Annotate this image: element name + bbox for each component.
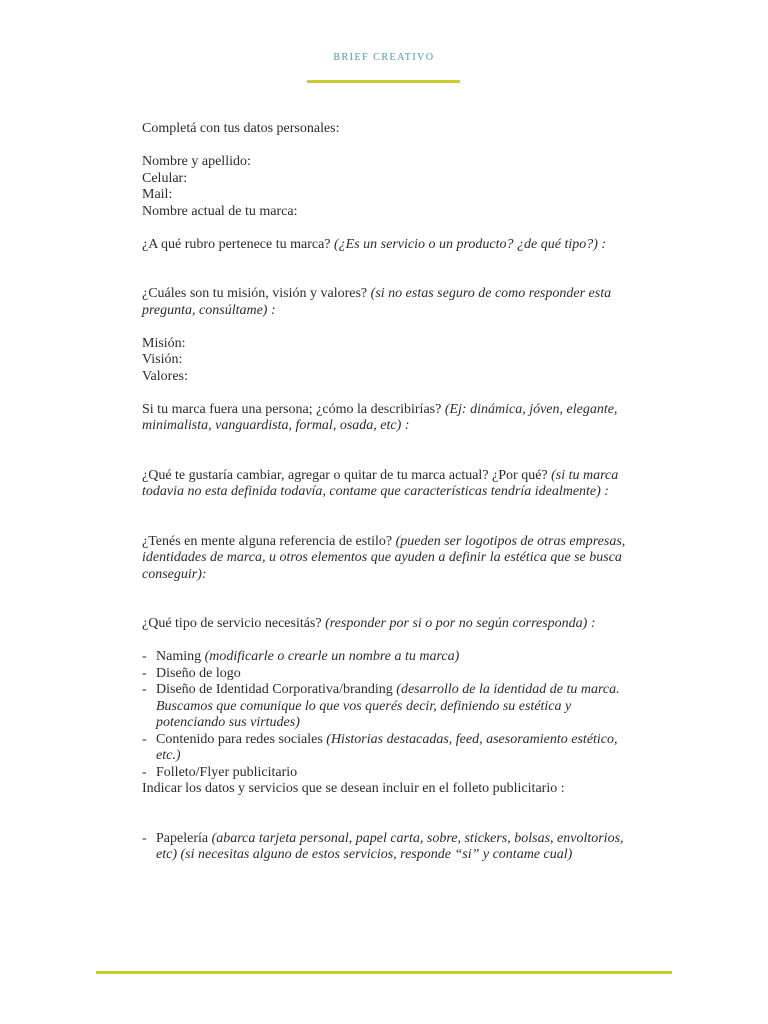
intro-text: Completá con tus datos personales: (142, 121, 340, 136)
field-valores: Valores: (142, 368, 188, 384)
field-vision: Visión: (142, 352, 183, 367)
question-rubro-hint: (¿Es un servicio o un producto? ¿de qué tipo?) : (334, 236, 607, 252)
question-servicio: ¿Qué tipo de servicio necesitás? (responder por si o por no según corresponda) : (142, 616, 596, 631)
list-item: - Naming (modificarle o crearle un nombre a tu marca) (142, 649, 628, 666)
field-celular: Celular: (142, 170, 188, 186)
question-cambiar: ¿Qué te gustaría cambiar, agregar o quitar de tu marca actual? ¿Por qué? (si tu marca todavia no esta definida todavía, contame que características tendría idealmente) : (142, 467, 619, 499)
question-persona-hint: (Ej: dinámica, jóven, elegante, minimalista, vanguardista, formal, osada, etc) : (142, 401, 618, 433)
header-rule (307, 80, 460, 83)
field-nombre: Nombre y apellido: (142, 154, 251, 169)
field-marca: Nombre actual de tu marca: (142, 203, 298, 219)
question-cambiar-hint: (si tu marca todavia no esta definida todavía, contame que características tendría idealmente) : (142, 467, 619, 499)
list-item: - Folleto/Flyer publicitario (142, 765, 628, 782)
field-mail: Mail: (142, 187, 173, 202)
services-list (142, 649, 628, 781)
question-referencia-hint: (pueden ser logotipos de otras empresas, identidades de marca, u otros elementos que ayuden a definir la estética que se busca conseguir): (142, 533, 626, 582)
list-item: - Diseño de logo (142, 666, 628, 683)
question-rubro: ¿A qué rubro pertenece tu marca? (¿Es un servicio o un producto? ¿de qué tipo?) : (142, 236, 607, 252)
brief-form (142, 121, 628, 864)
folleto-note: Indicar los datos y servicios que se desean incluir en el folleto publicitario : (142, 781, 565, 796)
document-title: BRIEF CREATIVO (333, 52, 435, 63)
list-item: - Diseño de Identidad Corporativa/branding (desarrollo de la identidad de tu marca. Buscamos que comunique lo que vos querés decir, definiendo su estética y potenciando sus virtudes) (142, 682, 628, 732)
question-mision: ¿Cuáles son tu misión, visión y valores? (si no estas seguro de como responder esta pregunta, consúltame) : (142, 286, 612, 318)
papeleria-list (142, 831, 628, 864)
field-mision: Misión: (142, 335, 186, 351)
list-item: - Papelería (abarca tarjeta personal, papel carta, sobre, stickers, bolsas, envoltorios, etc) (si necesitas alguno de estos servicios, responde “si” y contame cual) (142, 831, 628, 864)
question-persona: Si tu marca fuera una persona; ¿cómo la describirías? (Ej: dinámica, jóven, elegante, minimalista, vanguardista, formal, osada, etc) : (142, 401, 618, 433)
list-item: - Contenido para redes sociales (Historias destacadas, feed, asesoramiento estético, etc.) (142, 732, 628, 765)
question-servicio-hint: (responder por si o por no según corresponda) : (325, 616, 596, 631)
question-mision-hint: (si no estas seguro de como responder esta pregunta, consúltame) : (142, 286, 612, 318)
footer-rule (96, 971, 672, 974)
question-referencia: ¿Tenés en mente alguna referencia de estilo? (pueden ser logotipos de otras empresas, identidades de marca, u otros elementos que ayuden a definir la estética que se busca conseguir): (142, 533, 626, 582)
